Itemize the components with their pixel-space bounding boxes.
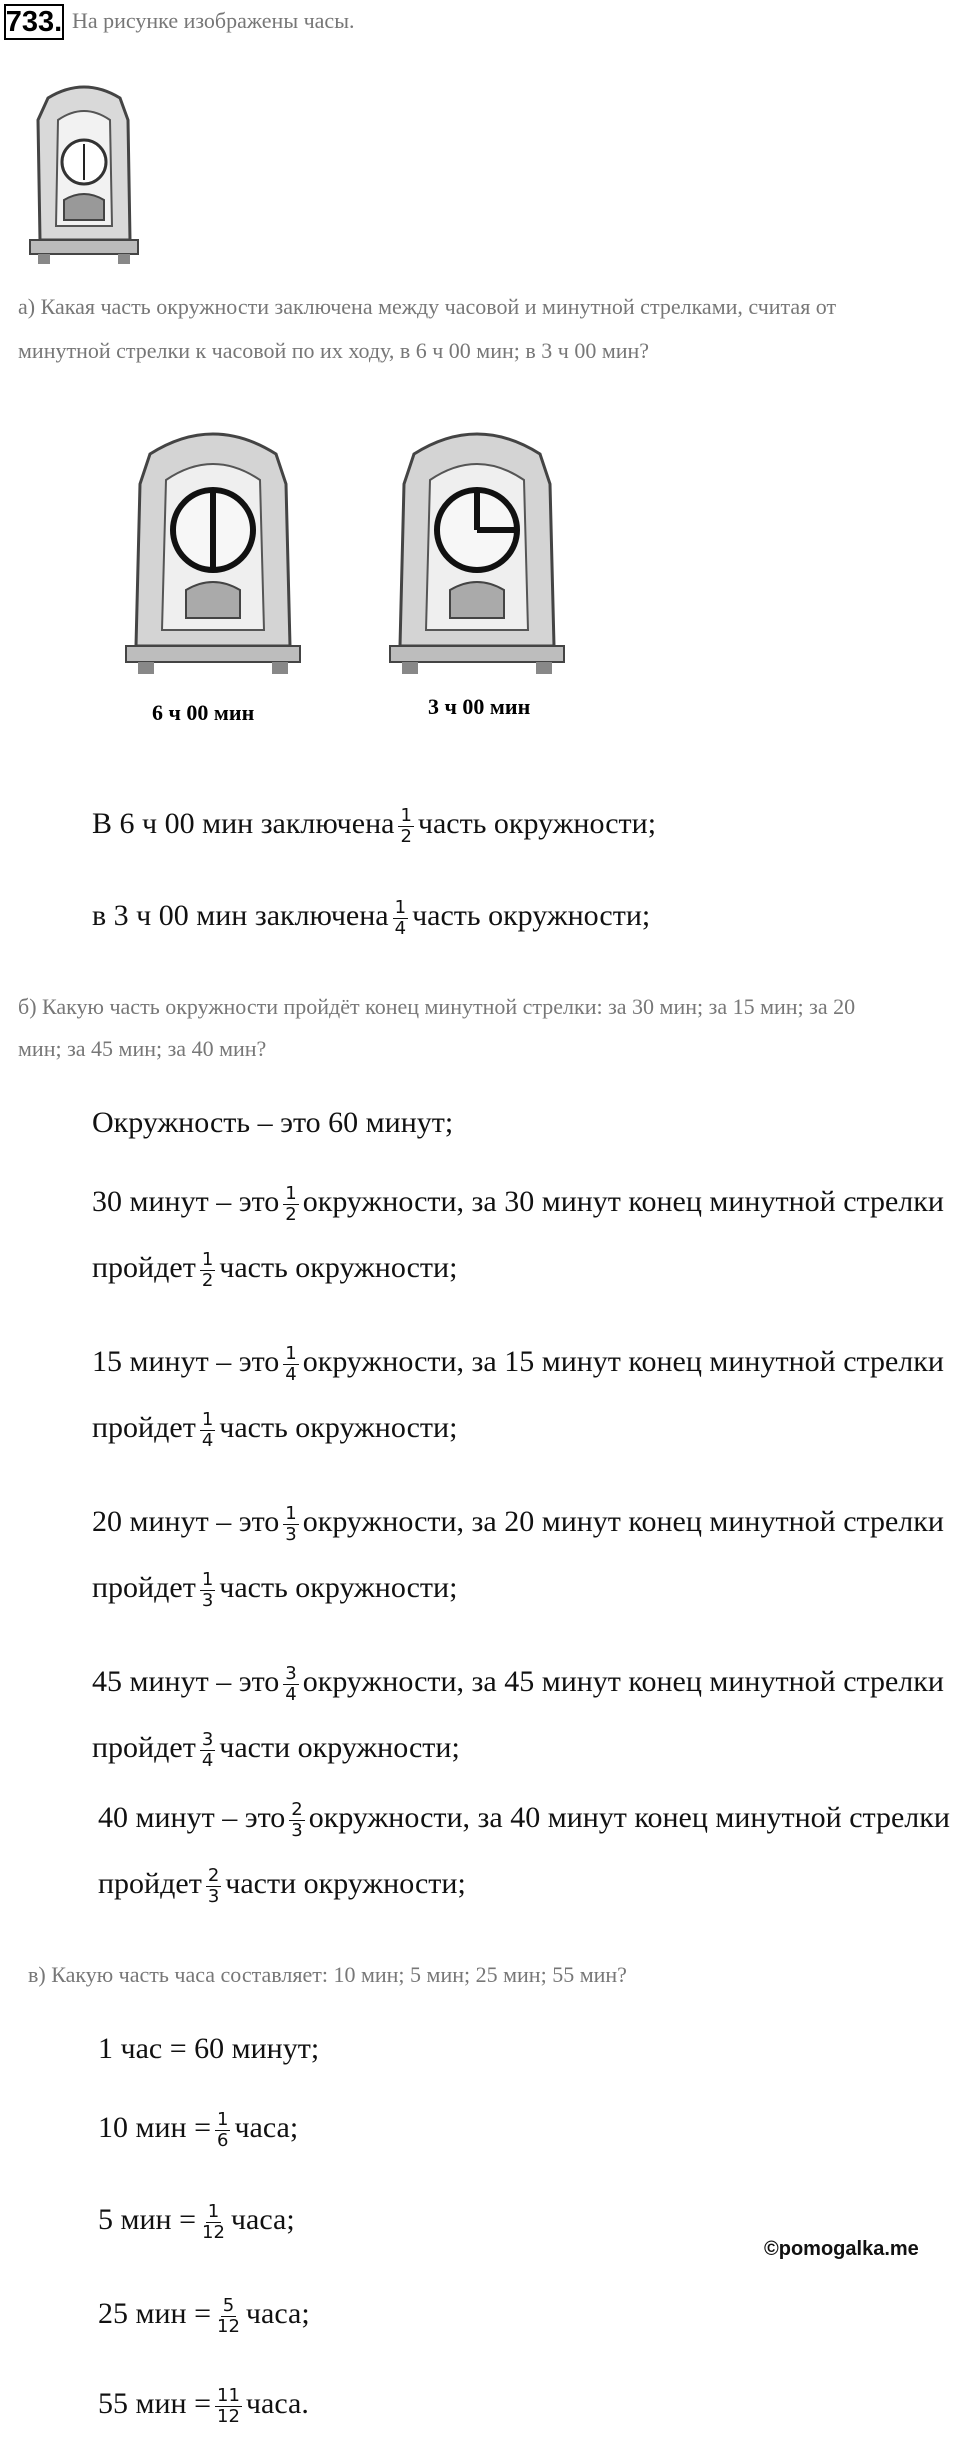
- problem-number: 733.: [4, 4, 64, 40]
- part-b-item-line1: 40 минут – это $\frac{2}{3}$ окружности, за 40 минут конец минутной стрелки: [98, 1799, 950, 1841]
- part-a-answer: В 6 ч 00 мин заключена $\frac{1}{2}$ часть окружности;: [92, 805, 657, 847]
- fraction: $\frac{1}{4}$: [394, 897, 407, 939]
- clock1-caption: 6 ч 00 мин: [152, 700, 255, 725]
- fraction: $\frac{2}{3}$: [207, 1865, 220, 1907]
- fraction: $\frac{1}{2}$: [400, 805, 412, 847]
- fraction: $\frac{1}{4}$: [201, 1409, 214, 1451]
- clock2-caption: 3 ч 00 мин: [428, 694, 531, 719]
- part-a-question-line1: а) Какая часть окружности заключена между часовой и минутной стрелками, считая от: [18, 294, 837, 319]
- part-b-intro: Окружность – это 60 минут;: [92, 1106, 454, 1139]
- part-b-question-line1: б) Какую часть окружности пройдёт конец минутной стрелки: за 30 мин; за 15 мин; за 20: [18, 994, 856, 1019]
- part-c-question: в) Какую часть часа составляет: 10 мин; 5 мин; 25 мин; 55 мин?: [28, 1962, 627, 1987]
- copyright-watermark: ©pomogalka.me: [764, 2238, 919, 2260]
- part-b-item-line2: пройдет $\frac{1}{4}$ часть окружности;: [92, 1409, 458, 1451]
- fraction: $\frac{1}{12}$: [202, 2201, 225, 2243]
- clock-illustration: [8, 80, 160, 276]
- part-b-item-line1: 15 минут – это $\frac{1}{4}$ окружности, за 15 минут конец минутной стрелки: [92, 1343, 944, 1385]
- fraction: $\frac{11}{12}$: [217, 2385, 240, 2427]
- part-b-question-line2: мин; за 45 мин; за 40 мин?: [18, 1036, 267, 1061]
- part-b-item-line1: 20 минут – это $\frac{1}{3}$ окружности, за 20 минут конец минутной стрелки: [92, 1503, 944, 1545]
- fraction: $\frac{1}{3}$: [285, 1503, 297, 1545]
- fraction: $\frac{3}{4}$: [285, 1663, 297, 1705]
- part-a-answer: в 3 ч 00 мин заключена $\frac{1}{4}$ часть окружности;: [92, 897, 651, 939]
- part-c-item: 55 мин = $\frac{11}{12}$ часа.: [98, 2385, 309, 2427]
- part-c-item: 25 мин = $\frac{5}{12}$ часа;: [98, 2295, 310, 2337]
- clock-three-oclock: [372, 420, 582, 680]
- problem-intro: На рисунке изображены часы.: [72, 8, 355, 33]
- part-c-item: 5 мин = $\frac{1}{12}$ часа;: [98, 2201, 295, 2243]
- clock-six-oclock: [108, 420, 318, 680]
- fraction: $\frac{2}{3}$: [291, 1799, 303, 1841]
- clock-icon: [390, 434, 564, 674]
- fraction: $\frac{1}{2}$: [285, 1183, 297, 1225]
- part-c-intro: 1 час = 60 минут;: [98, 2032, 320, 2065]
- fraction: $\frac{1}{6}$: [217, 2109, 229, 2151]
- part-a-question-line2: минутной стрелки к часовой по их ходу, в 6 ч 00 мин; в 3 ч 00 мин?: [18, 338, 650, 363]
- clock-icon: [126, 434, 300, 674]
- part-b-item-line1: 30 минут – это $\frac{1}{2}$ окружности, за 30 минут конец минутной стрелки: [92, 1183, 944, 1225]
- part-b-item-line1: 45 минут – это $\frac{3}{4}$ окружности, за 45 минут конец минутной стрелки: [92, 1663, 944, 1705]
- fraction: $\frac{1}{2}$: [201, 1249, 214, 1291]
- fraction: $\frac{5}{12}$: [217, 2295, 240, 2337]
- fraction: $\frac{1}{3}$: [201, 1569, 214, 1611]
- clock-icon: [30, 87, 138, 264]
- part-b-item-line2: пройдет $\frac{1}{2}$ часть окружности;: [92, 1249, 458, 1291]
- part-b-item-line2: пройдет $\frac{2}{3}$ части окружности;: [98, 1865, 466, 1907]
- part-b-item-line2: пройдет $\frac{3}{4}$ части окружности;: [92, 1729, 460, 1771]
- fraction: $\frac{1}{4}$: [285, 1343, 297, 1385]
- part-b-item-line2: пройдет $\frac{1}{3}$ часть окружности;: [92, 1569, 458, 1611]
- fraction: $\frac{3}{4}$: [201, 1729, 214, 1771]
- part-c-item: 10 мин = $\frac{1}{6}$ часа;: [98, 2109, 299, 2151]
